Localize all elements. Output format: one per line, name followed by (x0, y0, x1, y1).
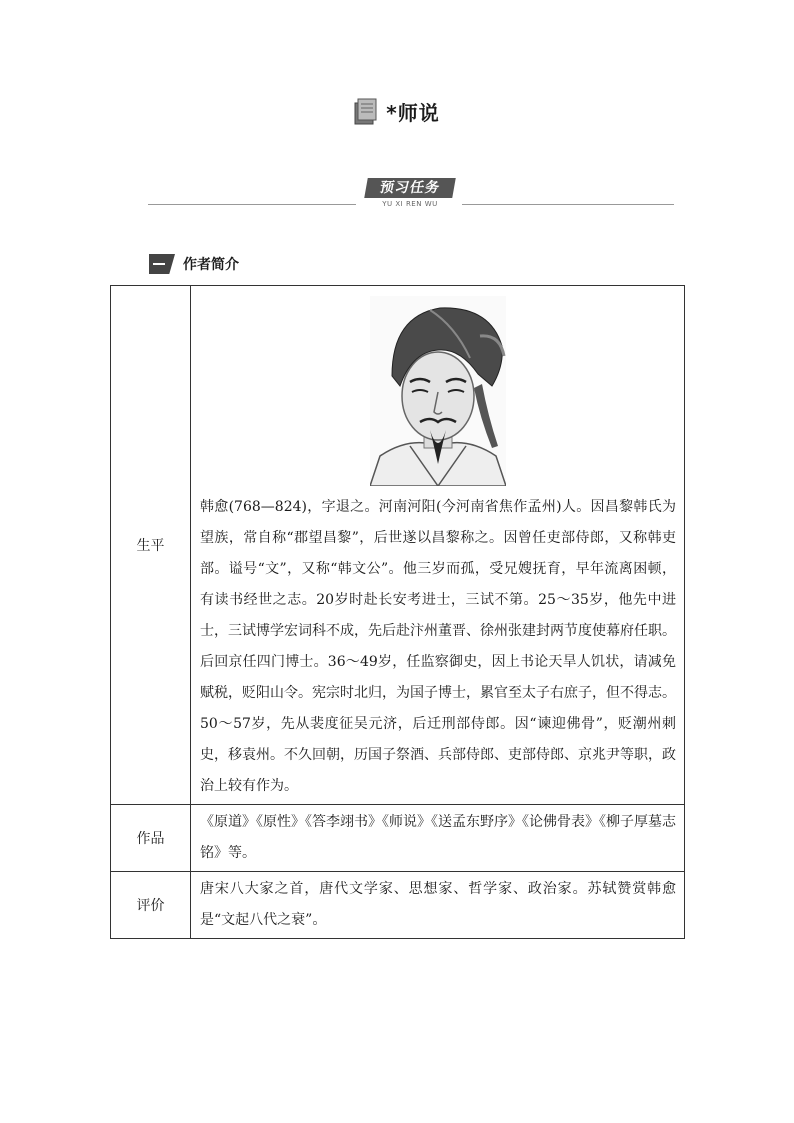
section-title: 作者简介 (183, 257, 239, 273)
row-label: 作品 (111, 805, 191, 872)
portrait-container (200, 288, 676, 492)
banner-divider-left (148, 204, 356, 205)
page-header (0, 96, 794, 130)
banner-title: 预习任务 (364, 178, 456, 198)
row-label: 评价 (111, 872, 191, 939)
row-label: 生平 (111, 286, 191, 805)
author-info-table (110, 285, 685, 939)
banner-divider-right (462, 204, 674, 205)
page-title: *师说 (386, 100, 440, 125)
evaluation-text: 唐宋八大家之首，唐代文学家、思想家、哲学家、政治家。苏轼赞赏韩愈是“文起八代之衰”。 (191, 872, 685, 939)
portrait-image (370, 296, 506, 486)
banner-subtitle: YU XI REN WU (382, 200, 438, 208)
table-row-evaluation (111, 872, 685, 939)
title-group (354, 96, 439, 126)
table-row-biography (111, 286, 685, 805)
works-text: 《原道》《原性》《答李翊书》《师说》《送孟东野序》《论佛骨表》《柳子厚墓志铭》等。 (191, 805, 685, 872)
book-icon (354, 96, 378, 126)
biography-text: 韩愈(768—824)，字退之。河南河阳(今河南省焦作孟州)人。因昌黎韩氏为望族，常自称“郡望昌黎”，后世遂以昌黎称之。因曾任吏部侍郎，又称韩吏部。谥号“文”，又称“韩文公”。他三岁而孤，受兄嫂抚育，早年流离困顿，有读书经世之志。20岁时赴长安考进士，三试不第。25～35岁，他先中进士，三试博学宏词科不成，先后赴汴州董晋、徐州张建封两节度使幕府任职。后回京任四门博士。36～49岁，任监察御史，因上书论天旱人饥状，请减免赋税，贬阳山令。宪宗时北归，为国子博士，累官至太子右庶子，但不得志。50～57岁，先从裴度征吴元济，后迁刑部侍郎。因“谏迎佛骨”，贬潮州刺史，移袁州。不久回朝，历国子祭酒、兵部侍郎、吏部侍郎、京兆尹等职，政治上较有作为。 (200, 499, 676, 794)
section-number-icon (149, 254, 175, 274)
section-header (149, 254, 239, 274)
preview-banner (148, 176, 674, 212)
table-row-works (111, 805, 685, 872)
row-content (191, 286, 685, 805)
